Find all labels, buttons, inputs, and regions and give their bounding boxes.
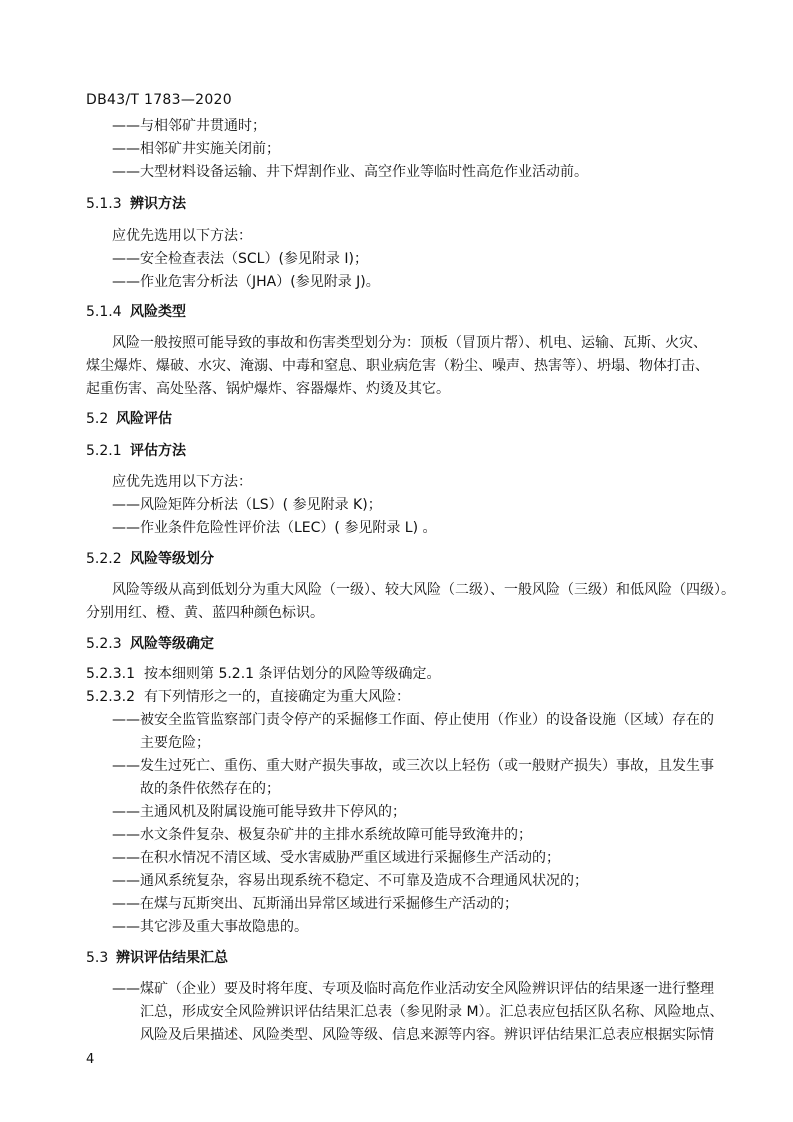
list-item: ——与相邻矿井贯通时； (112, 118, 266, 134)
list-item: ——在煤与瓦斯突出、瓦斯涌出异常区域进行采掘修生产活动的； (112, 896, 518, 912)
list-item-continuation: 主要危险； (140, 735, 210, 751)
list-item: ——风险矩阵分析法（LS）( 参见附录 K)； (112, 497, 382, 513)
list-item-continuation: 风险及后果描述、风险类型、风险等级、信息来源等内容。辨识评估结果汇总表应根据实际情 (140, 1027, 714, 1043)
list-item: ——发生过死亡、重伤、重大财产损失事故，或三次以上轻伤（或一般财产损失）事故，且发生事 (112, 758, 714, 774)
section-heading-5-2 (86, 409, 172, 429)
section-number: 5.2 (86, 411, 109, 427)
section-number: 5.1.4 (86, 304, 122, 320)
paragraph-line: 风险等级从高到低划分为重大风险（一级）、较大风险（二级）、一般风险（三级）和低风险（四级）。 (112, 582, 735, 598)
list-item: ——被安全监管监察部门责令停产的采掘修工作面、停止使用（作业）的设备设施（区域）存在的 (112, 712, 714, 728)
section-heading-5-2-2 (86, 549, 214, 569)
section-heading-5-2-1 (86, 441, 186, 461)
section-title: 风险类型 (130, 304, 186, 320)
list-item-continuation: 汇总，形成安全风险辨识评估结果汇总表（参见附录 M）。汇总表应包括区队名称、风险地点、 (140, 1004, 724, 1020)
list-item: ——水文条件复杂、极复杂矿井的主排水系统故障可能导致淹井的； (112, 827, 532, 843)
section-number: 5.2.3 (86, 636, 122, 652)
section-number: 5.2.1 (86, 443, 122, 459)
section-heading-5-1-4 (86, 302, 186, 322)
clause-5-2-3-1 (86, 664, 441, 684)
list-item-continuation: 故的条件依然存在的； (140, 781, 280, 797)
paragraph-line: 应优先选用以下方法： (112, 228, 252, 244)
paragraph-line: 应优先选用以下方法： (112, 474, 252, 490)
clause-text: 按本细则第 5.2.1 条评估划分的风险等级确定。 (144, 666, 441, 682)
section-heading-5-3 (86, 948, 228, 968)
section-title: 评估方法 (130, 443, 186, 459)
paragraph-line: 起重伤害、高处坠落、锅炉爆炸、容器爆炸、灼烫及其它。 (86, 381, 450, 397)
section-number: 5.2.2 (86, 551, 122, 567)
paragraph-line: 风险一般按照可能导致的事故和伤害类型划分为：顶板（冒顶片帮）、机电、运输、瓦斯、火灾、 (112, 335, 707, 351)
clause-number: 5.2.3.1 (86, 666, 135, 682)
section-number: 5.3 (86, 950, 109, 966)
clause-text: 有下列情形之一的，直接确定为重大风险： (144, 689, 410, 705)
list-item: ——大型材料设备运输、井下焊割作业、高空作业等临时性高危作业活动前。 (112, 164, 588, 180)
list-item: ——相邻矿井实施关闭前； (112, 141, 280, 157)
section-heading-5-2-3 (86, 634, 214, 654)
section-title: 风险等级划分 (130, 551, 214, 567)
list-item: ——通风系统复杂，容易出现系统不稳定、不可靠及造成不合理通风状况的； (112, 873, 588, 889)
section-title: 风险等级确定 (130, 636, 214, 652)
section-title: 辨识评估结果汇总 (116, 950, 228, 966)
document-code: DB43/T 1783—2020 (86, 92, 232, 108)
clause-5-2-3-2 (86, 687, 410, 707)
list-item: ——煤矿（企业）要及时将年度、专项及临时高危作业活动安全风险辨识评估的结果逐一进行整理 (112, 981, 714, 997)
list-item: ——其它涉及重大事故隐患的。 (112, 919, 308, 935)
clause-number: 5.2.3.2 (86, 689, 135, 705)
section-title: 辨识方法 (130, 196, 186, 212)
list-item: ——安全检查表法（SCL）(参见附录 I)； (112, 251, 368, 267)
list-item: ——在积水情况不清区域、受水害威胁严重区域进行采掘修生产活动的； (112, 850, 560, 866)
list-item: ——作业危害分析法（JHA）(参见附录 J)。 (112, 274, 380, 290)
paragraph-line: 分别用红、橙、黄、蓝四种颜色标识。 (86, 605, 324, 621)
section-heading-5-1-3 (86, 194, 186, 214)
list-item: ——主通风机及附属设施可能导致井下停风的； (112, 804, 406, 820)
section-title: 风险评估 (116, 411, 172, 427)
section-number: 5.1.3 (86, 196, 122, 212)
page-number: 4 (86, 1052, 95, 1067)
list-item: ——作业条件危险性评价法（LEC）( 参见附录 L) 。 (112, 520, 437, 536)
paragraph-line: 煤尘爆炸、爆破、水灾、淹溺、中毒和窒息、职业病危害（粉尘、噪声、热害等）、坍塌、物体打击、 (86, 358, 709, 374)
